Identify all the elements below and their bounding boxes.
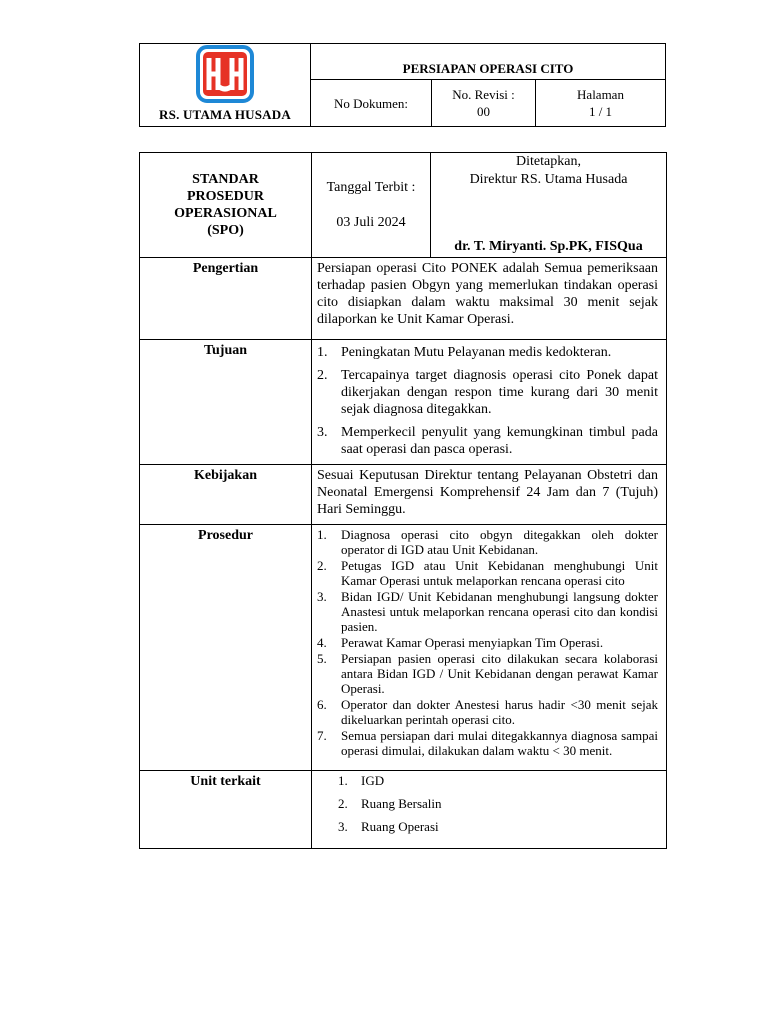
unit-terkait-label: Unit terkait	[140, 771, 312, 849]
list-item: 1. Peningkatan Mutu Pelayanan medis kedokteran.	[317, 345, 612, 360]
spo-title-line: (SPO)	[207, 223, 244, 238]
direktur-title: Direktur RS. Utama Husada	[469, 172, 628, 187]
tanggal-terbit-cell	[312, 153, 431, 258]
list-item: 1. IGD	[338, 773, 385, 788]
list-item: 2. Ruang Bersalin	[338, 796, 442, 811]
pengertian-text: Persiapan operasi Cito PONEK adalah Semua pemeriksaan terhadap pasien Obgyn yang memerlukan tindakan operasi cito disiapkan dalam waktu maksimal 30 menit sejak dilaporkan ke Unit Kamar Operasi.	[312, 258, 667, 340]
no-dokumen-label: No Dokumen:	[333, 95, 409, 111]
hospital-logo	[196, 45, 254, 103]
pengertian-label: Pengertian	[140, 258, 312, 340]
unit-terkait-content	[312, 771, 667, 849]
list-item: 5. Persiapan pasien operasi cito dilakukan secara kolaborasi antara Bidan IGD / Unit Kebidanan dengan perawat Kamar Operasi.	[317, 651, 658, 696]
halaman-label: Halaman	[577, 87, 624, 103]
hospital-name: RS. UTAMA HUSADA	[159, 107, 291, 122]
tujuan-content	[312, 340, 667, 465]
list-item: 3. Memperkecil penyulit yang kemungkinan timbul pada saat operasi dan pasca operasi.	[317, 425, 658, 457]
prosedur-content	[312, 525, 667, 771]
list-item: 6. Operator dan dokter Anestesi harus hadir <30 menit sejak dikeluarkan perintah operasi cito.	[317, 697, 658, 727]
tanggal-terbit-value: 03 Juli 2024	[336, 215, 406, 230]
spo-title-line: PROSEDUR	[186, 189, 264, 204]
no-revisi-value: 00	[477, 104, 490, 120]
spo-title-line: OPERASIONAL	[174, 206, 277, 221]
list-item: 4. Perawat Kamar Operasi menyiapkan Tim Operasi.	[317, 635, 604, 650]
signatory-name: dr. T. Miryanti. Sp.PK, FISQua	[454, 239, 643, 254]
spo-title-line: STANDAR	[192, 172, 259, 187]
tujuan-label: Tujuan	[140, 340, 312, 465]
list-item: 2. Tercapainya target diagnosis operasi cito Ponek dapat dikerjakan dengan respon time kurang dari 30 menit sejak diagnosa ditegakkan.	[317, 368, 658, 417]
list-item: 3. Ruang Operasi	[338, 819, 439, 834]
ditetapkan-label: Ditetapkan,	[516, 154, 581, 169]
document-title: PERSIAPAN OPERASI CITO	[311, 44, 666, 80]
hospital-identity-cell	[140, 44, 311, 127]
tanggal-terbit-label: Tanggal Terbit :	[326, 180, 416, 195]
list-item: 1. Diagnosa operasi cito obgyn ditegakkan oleh dokter operator di IGD atau Unit Kebidanan.	[317, 527, 658, 557]
list-item: 2. Petugas IGD atau Unit Kebidanan menghubungi Unit Kamar Operasi untuk melaporkan rencana operasi cito	[317, 558, 658, 588]
no-revisi-cell	[432, 80, 536, 127]
halaman-cell	[536, 80, 666, 127]
kebijakan-label: Kebijakan	[140, 465, 312, 525]
no-dokumen-cell	[311, 80, 432, 127]
kebijakan-text: Sesuai Keputusan Direktur tentang Pelayanan Obstetri dan Neonatal Emergensi Komprehensif 24 Jam dan 7 (Tujuh) Hari Seminggu.	[312, 465, 667, 525]
list-item: 3. Bidan IGD/ Unit Kebidanan menghubungi langsung dokter Anastesi untuk melaporkan rencana operasi cito dan kondisi pasien.	[317, 589, 658, 634]
spo-title-cell	[140, 153, 312, 258]
prosedur-label: Prosedur	[140, 525, 312, 771]
halaman-value: 1 / 1	[588, 104, 613, 120]
list-item: 7. Semua persiapan dari mulai ditegakkannya diagnosa sampai operasi dimulai, dilakukan dalam waktu < 30 menit.	[317, 728, 658, 758]
no-revisi-label: No. Revisi :	[452, 87, 515, 103]
document-header	[139, 43, 666, 127]
spo-table	[139, 152, 667, 849]
ditetapkan-cell	[431, 153, 667, 258]
